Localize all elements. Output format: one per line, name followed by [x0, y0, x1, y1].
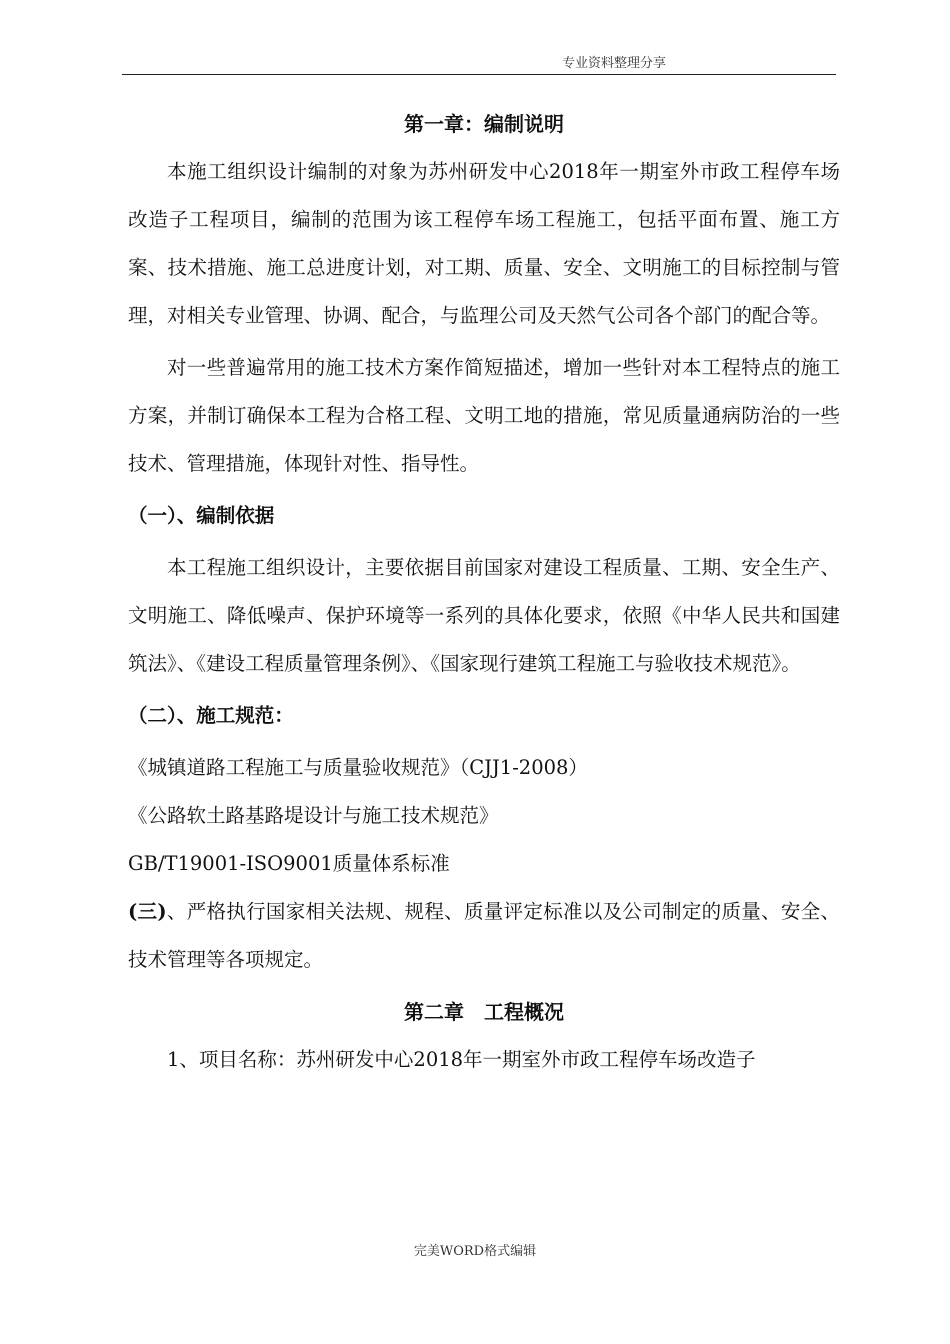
section-3-paragraph: [128, 888, 840, 984]
spec-item-3: GB/T19001-ISO9001质量体系标准: [128, 852, 450, 875]
chapter-2-item-1: 1、项目名称：苏州研发中心2018年一期室外市政工程停车场改造子: [167, 1048, 756, 1071]
header-text: 专业资料整理分享: [561, 56, 666, 71]
section-1-paragraph: 本工程施工组织设计，主要依据目前国家对建设工程质量、工期、安全生产、文明施工、降低噪声、保护环境等一系列的具体化要求，依照《中华人民共和国建筑法》、《建设工程质量管理条例》、《国家现行建筑工程施工与验收技术规范》。: [128, 556, 840, 675]
section-1-title: （一）、编制依据: [128, 504, 275, 527]
chapter-1-paragraph-2: 对一些普遍常用的施工技术方案作简短描述，增加一些针对本工程特点的施工方案，并制订确保本工程为合格工程、文明工地的措施，常见质量通病防治的一些技术、管理措施，体现针对性、指导性。: [128, 356, 840, 475]
page-header: [122, 56, 836, 75]
page-footer: 完美WORD格式编辑: [413, 1244, 537, 1259]
document-body: [128, 100, 840, 1084]
section-3-label: (三): [128, 900, 167, 923]
section-3-text: 、严格执行国家相关法规、规程、质量评定标准以及公司制定的质量、安全、技术管理等各项规定。: [128, 900, 840, 971]
spec-item-2: 《公路软土路基路堤设计与施工技术规范》: [128, 804, 499, 827]
section-2-title: （二）、施工规范：: [128, 704, 294, 727]
chapter-1-paragraph-1: 本施工组织设计编制的对象为苏州研发中心2018年一期室外市政工程停车场改造子工程项目，编制的范围为该工程停车场工程施工，包括平面布置、施工方案、技术措施、施工总进度计划，对工期、质量、安全、文明施工的目标控制与管理，对相关专业管理、协调、配合，与监理公司及天然气公司各个部门的配合等。: [128, 160, 840, 327]
spec-item-1: 《城镇道路工程施工与质量验收规范》（CJJ1-2008）: [128, 756, 588, 779]
chapter-1-title: 第一章：编制说明: [404, 112, 564, 136]
chapter-2-title: 第二章 工程概况: [404, 1000, 564, 1024]
